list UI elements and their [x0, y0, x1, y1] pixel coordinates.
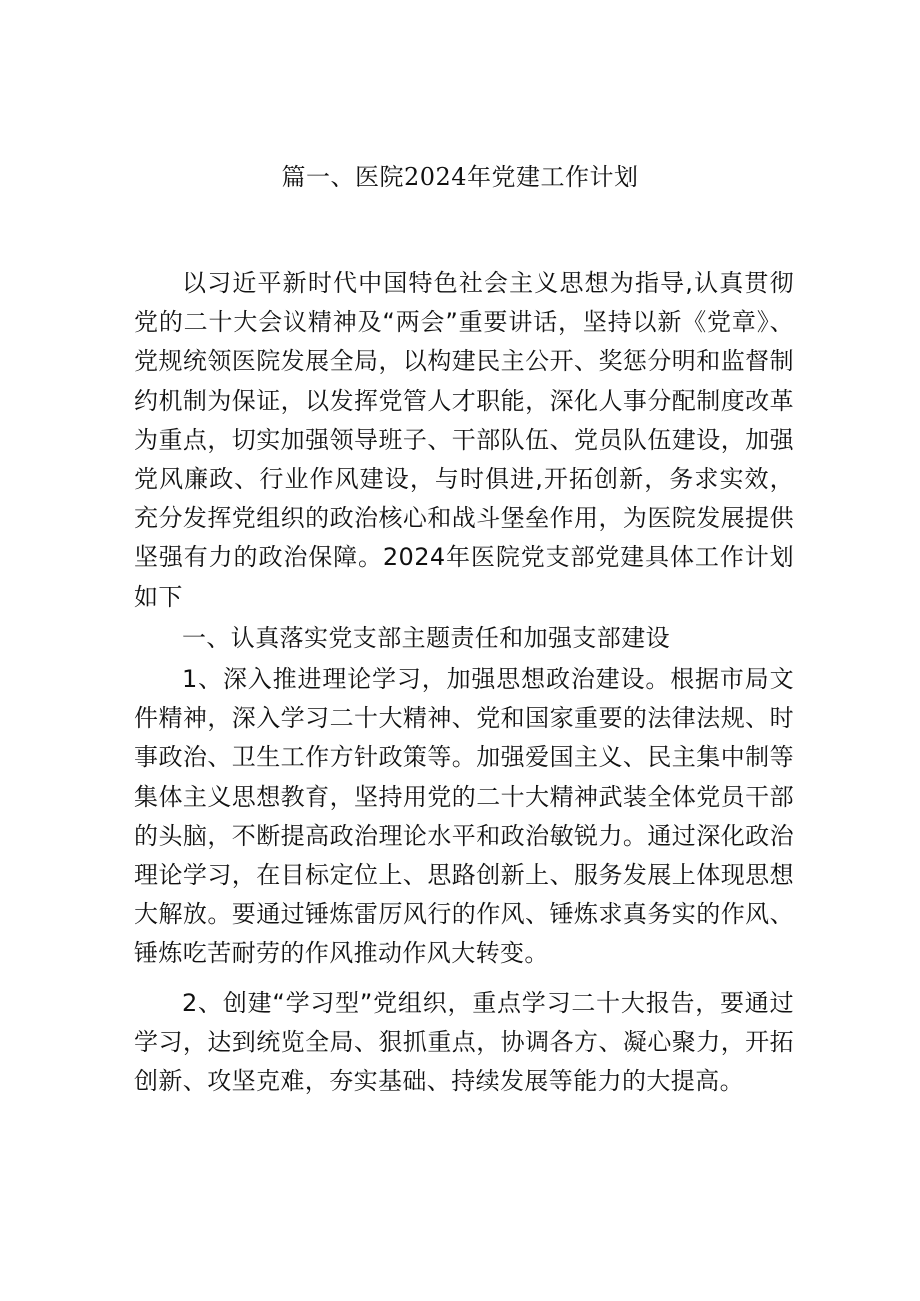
document-body [134, 264, 794, 1101]
item-paragraph-1: 1、深入推进理论学习，加强思想政治建设。根据市局文件精神，深入学习二十大精神、党和国家重要的法律法规、时事政治、卫生工作方针政策等。加强爱国主义、民主集中制等集体主义思想教育，坚持用党的二十大精神武装全体党员干部的头脑，不断提高政治理论水平和政治敏锐力。通过深化政治理论学习，在目标定位上、思路创新上、服务发展上体现思想大解放。要通过锤炼雷厉风行的作风、锤炼求真务实的作风、锤炼吃苦耐劳的作风推动作风大转变。 [134, 665, 794, 968]
item-paragraph-2: 2、创建“学习型”党组织，重点学习二十大报告，要通过学习，达到统览全局、狠抓重点，协调各方、凝心聚力，开拓创新、攻坚克难，夯实基础、持续发展等能力的大提高。 [134, 988, 794, 1096]
intro-paragraph: 以习近平新时代中国特色社会主义思想为指导,认真贯彻党的二十大会议精神及“两会”重要讲话，坚持以新《党章》、党规统领医院发展全局，以构建民主公开、奖惩分明和监督制约机制为保证，以发挥党管人才职能，深化人事分配制度改革为重点，切实加强领导班子、干部队伍、党员队伍建设，加强党风廉政、行业作风建设，与时俱进,开拓创新，务求实效，充分发挥党组织的政治核心和战斗堡垒作用，为医院发展提供坚强有力的政治保障。2024年医院党支部党建具体工作计划如下 [134, 269, 794, 611]
document-title: 篇一、医院2024年党建工作计划 [281, 163, 639, 191]
section-heading-1: 一、认真落实党支部主题责任和加强支部建设 [182, 623, 670, 652]
